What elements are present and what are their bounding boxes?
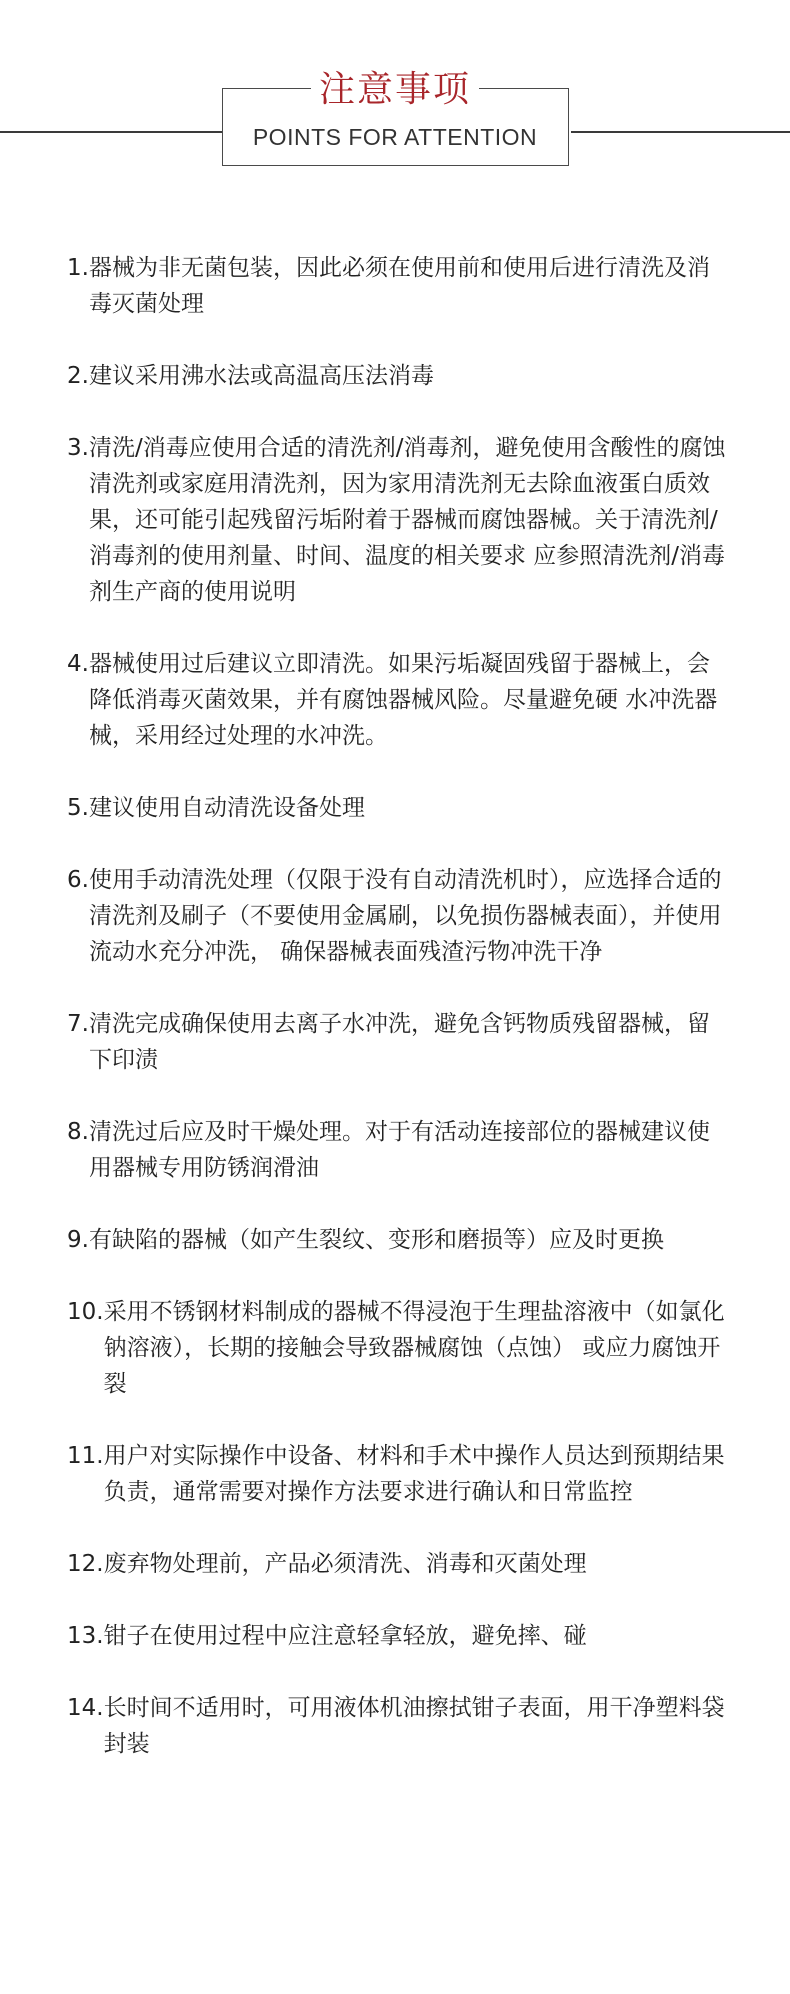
item-number: 9. [67,1227,89,1253]
list-item [67,1438,727,1510]
page-title [0,70,790,110]
item-number: 13. [67,1623,104,1649]
item-number: 2. [67,363,89,389]
item-number: 4. [67,651,89,677]
item-text: 钳子在使用过程中应注意轻拿轻放，避免摔、碰 [103,1623,587,1649]
list-item [67,1690,727,1762]
item-number: 8. [67,1119,89,1145]
list-item [67,790,727,826]
page-subtitle: POINTS FOR ATTENTION [252,124,538,150]
item-number: 3. [67,435,89,461]
item-number: 5. [67,795,89,821]
list-item [67,1546,727,1582]
attention-list [67,250,727,1798]
item-text: 清洗过后应及时干燥处理。对于有活动连接部位的器械建议使用器械专用防锈润滑油 [88,1119,710,1181]
item-number: 12. [67,1551,104,1577]
item-text: 用户对实际操作中设备、材料和手术中操作人员达到预期结果负责，通常需要对操作方法要求进行确认和日常监控 [103,1443,725,1505]
item-text: 采用不锈钢材料制成的器械不得浸泡于生理盐溶液中（如氯化钠溶液），长期的接触会导致器械腐蚀（点蚀） 或应力腐蚀开裂 [103,1299,725,1397]
list-item [67,1222,727,1258]
item-text: 使用手动清洗处理（仅限于没有自动清洗机时），应选择合适的清洗剂及刷子（不要使用金属刷，以免损伤器械表面），并使用流动水充分冲洗， 确保器械表面残渣污物冲洗干净 [88,867,722,965]
list-item [67,646,727,754]
item-text: 长时间不适用时，可用液体机油擦拭钳子表面，用干净塑料袋封装 [103,1695,725,1757]
item-number: 14. [67,1695,104,1721]
item-number: 7. [67,1011,89,1037]
item-text: 清洗/消毒应使用合适的清洗剂/消毒剂，避免使用含酸性的腐蚀清洗剂或家庭用清洗剂，因为家用清洗剂无去除血液蛋白质效果，还可能引起残留污垢附着于器械而腐蚀器械。关于清洗剂/消毒剂的使用剂量、时间、温度的相关要求 应参照清洗剂/消毒剂生产商的使用说明 [88,435,726,605]
item-number: 11. [67,1443,104,1469]
item-text: 器械为非无菌包装，因此必须在使用前和使用后进行清洗及消毒灭菌处理 [88,255,710,317]
item-text: 有缺陷的器械（如产生裂纹、变形和磨损等）应及时更换 [88,1227,664,1253]
list-item [67,862,727,970]
list-item [67,1618,727,1654]
item-number: 10. [67,1299,104,1325]
item-text: 废弃物处理前，产品必须清洗、消毒和灭菌处理 [103,1551,587,1577]
list-item [67,250,727,322]
list-item [67,1006,727,1078]
item-number: 6. [67,867,89,893]
page-title-text: 注意事项 [311,69,479,110]
item-text: 建议使用自动清洗设备处理 [88,795,365,821]
item-text: 建议采用沸水法或高温高压法消毒 [88,363,434,389]
list-item [67,1114,727,1186]
section-header [0,0,790,180]
list-item [67,1294,727,1402]
item-number: 1. [67,255,89,281]
list-item [67,430,727,610]
item-text: 清洗完成确保使用去离子水冲洗，避免含钙物质残留器械，留下印渍 [88,1011,710,1073]
list-item [67,358,727,394]
item-text: 器械使用过后建议立即清洗。如果污垢凝固残留于器械上，会降低消毒灭菌效果，并有腐蚀器械风险。尽量避免硬 水冲洗器械，采用经过处理的水冲洗。 [88,651,718,749]
